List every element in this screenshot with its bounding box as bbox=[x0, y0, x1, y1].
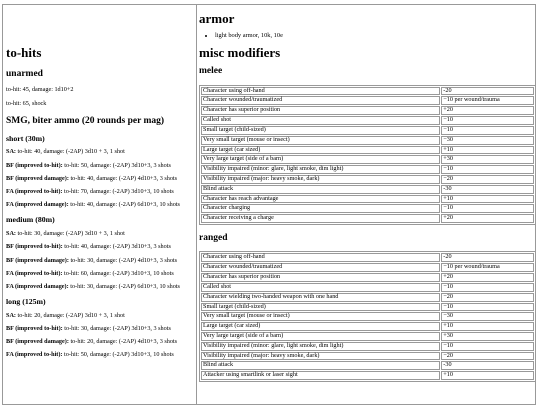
modifier-value: -30 bbox=[441, 185, 534, 194]
modifier-condition: Visibility impaired (minor: glare, light smoke, dim light) bbox=[201, 165, 440, 174]
modifier-condition: Character using off-hand bbox=[201, 87, 440, 96]
fire-mode-line bbox=[6, 201, 196, 209]
modifier-value: +20 bbox=[441, 273, 534, 282]
fire-mode-label: BF (improved to-hit): bbox=[6, 324, 63, 332]
modifier-value: +10 bbox=[441, 146, 534, 155]
modifier-condition: Attacker using smartlink or laser sight bbox=[201, 371, 440, 380]
fire-mode-label: BF (improved damage): bbox=[6, 338, 69, 346]
fire-mode-line bbox=[6, 188, 196, 196]
modifier-row bbox=[201, 361, 534, 370]
fire-mode-stats: to-hit: 70, damage: (-2AP) 3d10+3, 10 shots bbox=[62, 188, 174, 196]
modifier-row bbox=[201, 195, 534, 204]
modifier-row bbox=[201, 303, 534, 312]
modifier-condition: Blind attack bbox=[201, 361, 440, 370]
modifier-row bbox=[201, 322, 534, 331]
modifier-condition: Character has superior position bbox=[201, 106, 440, 115]
fire-mode-stats: to-hit: 40, damage: (-2AP) 3d10 + 3, 1 shot bbox=[15, 148, 125, 156]
modifier-condition: Character receiving a charge bbox=[201, 214, 440, 223]
modifier-value: +10 bbox=[441, 371, 534, 380]
left-column bbox=[4, 4, 196, 405]
fire-mode-stats: to-hit: 60, damage: (-2AP) 3d10+3, 10 shots bbox=[62, 269, 174, 277]
fire-mode-stats: to-hit: 40, damage: (-2AP) 6d10+3, 10 shots bbox=[68, 201, 180, 209]
ranged-modifiers-table bbox=[199, 251, 536, 382]
modifier-value: −30 bbox=[441, 312, 534, 321]
modifier-condition: Small target (child-sized) bbox=[201, 126, 440, 135]
modifier-condition: Character wounded/traumatized bbox=[201, 96, 440, 105]
melee-heading: melee bbox=[199, 66, 223, 77]
smg-groups bbox=[6, 128, 196, 360]
modifier-condition: Character has reach advantage bbox=[201, 195, 440, 204]
modifier-condition: Very large target (side of a barn) bbox=[201, 332, 440, 341]
modifier-condition: Called shot bbox=[201, 283, 440, 292]
modifier-value: +20 bbox=[441, 106, 534, 115]
fire-mode-line bbox=[6, 162, 196, 170]
modifier-row bbox=[201, 126, 534, 135]
modifier-value: +10 bbox=[441, 195, 534, 204]
modifier-value: −10 per wound/trauma bbox=[441, 96, 534, 105]
modifier-row bbox=[201, 146, 534, 155]
fire-mode-label: FA (improved to-hit): bbox=[6, 188, 63, 196]
fire-mode-line bbox=[6, 283, 196, 291]
modifier-row bbox=[201, 273, 534, 282]
modifier-condition: Character charging bbox=[201, 204, 440, 213]
modifier-row bbox=[201, 214, 534, 223]
modifier-value: −10 bbox=[441, 116, 534, 125]
fire-mode-label: SA: bbox=[6, 230, 16, 238]
fire-mode-stats: to-hit: 20, damage: (-2AP) 4d10+3, 3 shots bbox=[68, 338, 178, 346]
modifier-condition: Character wounded/traumatized bbox=[201, 263, 440, 272]
modifier-row bbox=[201, 204, 534, 213]
modifier-row bbox=[201, 352, 534, 361]
modifier-condition: Large target (car sized) bbox=[201, 146, 440, 155]
modifier-condition: Visibility impaired (major: heavy smoke, dark) bbox=[201, 175, 440, 184]
modifier-row bbox=[201, 342, 534, 351]
fire-mode-label: FA (improved damage): bbox=[6, 201, 69, 209]
ranged-heading: ranged bbox=[199, 233, 228, 244]
modifier-condition: Character has superior position bbox=[201, 273, 440, 282]
modifier-value: -20 bbox=[441, 87, 534, 96]
fire-mode-line bbox=[6, 270, 196, 278]
range-heading: long (125m) bbox=[6, 296, 46, 306]
misc-modifiers-heading: misc modifiers bbox=[199, 44, 281, 60]
modifier-value: −30 bbox=[441, 136, 534, 145]
fire-mode-line bbox=[6, 338, 196, 346]
modifier-condition: Visibility impaired (major: heavy smoke, dark) bbox=[201, 352, 440, 361]
fire-mode-line bbox=[6, 243, 196, 251]
modifier-condition: Visibility impaired (minor: glare, light smoke, dim light) bbox=[201, 342, 440, 351]
modifier-row bbox=[201, 175, 534, 184]
modifier-value: -30 bbox=[441, 361, 534, 370]
fire-mode-label: BF (improved to-hit): bbox=[6, 243, 63, 251]
modifier-row bbox=[201, 253, 534, 262]
modifier-condition: Blind attack bbox=[201, 185, 440, 194]
unarmed-heading: unarmed bbox=[6, 69, 43, 80]
modifier-row bbox=[201, 312, 534, 321]
fire-mode-line bbox=[6, 230, 196, 238]
fire-mode-label: FA (improved to-hit): bbox=[6, 269, 63, 277]
armor-heading: armor bbox=[199, 11, 235, 26]
range-heading: short (30m) bbox=[6, 133, 45, 143]
armor-list bbox=[199, 32, 536, 40]
fire-mode-line bbox=[6, 148, 196, 156]
modifier-value: −10 bbox=[441, 283, 534, 292]
modifier-value: −10 bbox=[441, 126, 534, 135]
smg-heading: SMG, biter ammo (20 rounds per mag) bbox=[6, 116, 165, 127]
fire-mode-stats: to-hit: 30, damage: (-2AP) 3d10+3, 3 shots bbox=[62, 324, 171, 332]
right-column bbox=[196, 4, 536, 405]
modifier-row bbox=[201, 283, 534, 292]
fire-mode-label: SA: bbox=[6, 311, 16, 319]
modifier-row bbox=[201, 106, 534, 115]
modifier-row bbox=[201, 116, 534, 125]
fire-mode-line bbox=[6, 312, 196, 320]
fire-mode-label: FA (improved damage): bbox=[6, 283, 69, 291]
modifier-value: +30 bbox=[441, 332, 534, 341]
modifier-row bbox=[201, 185, 534, 194]
fire-mode-stats: to-hit: 20, damage: (-2AP) 3d10 + 3, 1 shot bbox=[15, 311, 125, 319]
modifier-value: −20 bbox=[441, 175, 534, 184]
unarmed-line: to-hit: 45, damage: 1d10+2 bbox=[6, 85, 74, 93]
modifier-row bbox=[201, 293, 534, 302]
modifier-row bbox=[201, 96, 534, 105]
modifier-condition: Very small target (mouse or insect) bbox=[201, 136, 440, 145]
fire-mode-line bbox=[6, 325, 196, 333]
fire-mode-stats: to-hit: 30, damage: (-2AP) 4d10+3, 3 shots bbox=[68, 256, 178, 264]
modifier-row bbox=[201, 136, 534, 145]
fire-mode-line bbox=[6, 175, 196, 183]
modifier-value: +10 bbox=[441, 322, 534, 331]
modifier-condition: Large target (car sized) bbox=[201, 322, 440, 331]
modifier-condition: Character wielding two-handed weapon with one hand bbox=[201, 293, 440, 302]
unarmed-line: to-hit: 65, shock bbox=[6, 100, 47, 108]
modifier-value: +20 bbox=[441, 214, 534, 223]
modifier-row bbox=[201, 165, 534, 174]
modifier-condition: Very small target (mouse or insect) bbox=[201, 312, 440, 321]
modifier-value: −10 bbox=[441, 303, 534, 312]
modifier-row bbox=[201, 155, 534, 164]
modifier-value: -20 bbox=[441, 253, 534, 262]
fire-mode-label: SA: bbox=[6, 148, 16, 156]
fire-mode-line bbox=[6, 351, 196, 359]
modifier-condition: Called shot bbox=[201, 116, 440, 125]
fire-mode-stats: to-hit: 50, damage: (-2AP) 3d10+3, 10 shots bbox=[62, 351, 174, 359]
modifier-row bbox=[201, 87, 534, 96]
modifier-row bbox=[201, 263, 534, 272]
modifier-condition: Character using off-hand bbox=[201, 253, 440, 262]
fire-mode-label: BF (improved damage): bbox=[6, 256, 69, 264]
modifier-value: −10 bbox=[441, 165, 534, 174]
fire-mode-stats: to-hit: 30, damage: (-2AP) 6d10+3, 10 shots bbox=[68, 283, 180, 291]
modifier-value: −10 bbox=[441, 342, 534, 351]
fire-mode-line bbox=[6, 257, 196, 265]
modifier-value: −10 per wound/trauma bbox=[441, 263, 534, 272]
modifier-row bbox=[201, 332, 534, 341]
range-heading: medium (80m) bbox=[6, 215, 55, 225]
modifier-value: −20 bbox=[441, 352, 534, 361]
fire-mode-label: BF (improved damage): bbox=[6, 174, 69, 182]
modifier-row bbox=[201, 371, 534, 380]
modifier-value: +30 bbox=[441, 155, 534, 164]
modifier-value: −10 bbox=[441, 204, 534, 213]
modifier-value: −20 bbox=[441, 293, 534, 302]
fire-mode-stats: to-hit: 40, damage: (-2AP) 4d10+3, 3 shots bbox=[68, 174, 178, 182]
armor-item: • light body armor, 10k, 10e bbox=[215, 32, 536, 40]
fire-mode-stats: to-hit: 30, damage: (-2AP) 3d10 + 3, 1 shot bbox=[15, 230, 125, 238]
fire-mode-stats: to-hit: 50, damage: (-2AP) 3d10+3, 3 shots bbox=[62, 161, 171, 169]
modifier-condition: Very large target (side of a barn) bbox=[201, 155, 440, 164]
melee-modifiers-table bbox=[199, 85, 536, 225]
fire-mode-label: BF (improved to-hit): bbox=[6, 161, 63, 169]
to-hits-heading: to-hits bbox=[6, 45, 42, 60]
fire-mode-stats: to-hit: 40, damage: (-2AP) 3d10+3, 3 shots bbox=[62, 243, 171, 251]
fire-mode-label: FA (improved to-hit): bbox=[6, 351, 63, 359]
modifier-condition: Small target (child-sized) bbox=[201, 303, 440, 312]
